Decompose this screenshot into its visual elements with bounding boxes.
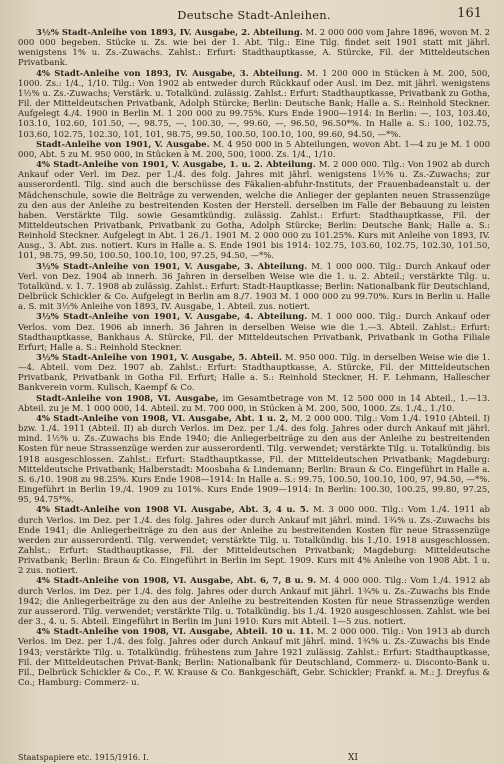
bond-entry-text: M. 2 000 000. Tilg.: Von 1913 ab durch Verlos. im Dez. per 1./4. des folg. Jahres oder durch Ankauf mit jährl. mind. 1¾% u. Zs.-Zuwachs bis Ende 1943; verstärkte Tilg. u. Totalkündig. frühestens zum Jahre 1921 zulässig. Zahlst.: Erfurt: Stadthauptkasse, Fil. der Mitteldeutschen Privat-Bank; Berlin: Nationalbank für Deutschland, Commerz- u. Disconto-Bank u. Fil., Delbrück Schickler & Co., F. W. Krause & Co. Bankgeschäft, Gebr. Schickler; Frankf. a. M.: J. Dreyfus & Co.; Hamburg: Commerz- u.: [18, 627, 491, 688]
running-title: Deutsche Stadt-Anleihen.: [177, 8, 331, 22]
bond-entry-text: M. 1 000 000. Tilg.: Durch Ankauf oder Verlos. vom Dez. 1906 ab innerh. 36 Jahren in derselben Weise wie die 1.—3. Abteil. Zahlst.: Erfurt: Stadthauptkasse, Bankhaus A. Stürcke, Fil. der Mitteldeutschen Privatbank, Privatbank in Gotha Filiale Erfurt; Halle a. S.: Reinhold Steckner.: [18, 312, 491, 353]
bond-entry: [18, 160, 490, 262]
bond-entry-text: M. 1 000 000. Tilg.: Durch Ankauf oder Verl. von Dez. 1904 ab innerh. 36 Jahren in derselben Weise wie die 1. u. 2. Abteil.; verstärkte Tilg. u. Totalkünd. v. 1. 7. 1908 ab zulässig. Zahlst.: Erfurt: Stadt-Hauptkasse; Berlin: Nationalbank für Deutschland, Delbrück Schickler & Co. Aufgelegt in Berlin am 8./7. 1903 M. 1 000 000 zu 99.70%. Kurs in Berlin u. Halle a. S. mit 3½% Anleihe von 1893, IV. Ausgabe, 1. Abteil. zus. notiert.: [18, 261, 491, 313]
bond-entry-heading: 4% Stadt-Anleihe von 1908, VI. Ausgabe, Abteil. 10 u. 11.: [36, 627, 314, 638]
bond-entry: [18, 312, 490, 353]
bond-entry-heading: Stadt-Anleihe von 1901, V. Ausgabe.: [36, 139, 210, 150]
bond-entry: [18, 576, 490, 627]
bond-entry-heading: 3½% Stadt-Anleihe von 1893, IV. Ausgabe, 2. Abteilung.: [36, 28, 303, 38]
bond-entry: [18, 505, 490, 576]
bond-entry: [18, 627, 490, 688]
footer-signature-mark: XI: [348, 753, 358, 763]
bond-entry-heading: 4% Stadt-Anleihe von 1908, VI. Ausgabe, Abt. 1 u. 2,: [36, 413, 289, 424]
bond-entry-text: M. 3 000 000. Tilg.: Vom 1./4. 1911 ab durch Verlos. im Dez. per 1./4. des folg. Jahres oder durch Ankauf mit jährl. mind. 1¾% u. Zs.-Zuwachs bis Ende 1941; die Anliegerbeiträge zu den aus der Anleihe zu bestreitenden Kosten für neue Strassenzüge werden zur ausserordentl. Tilg. verwendet; verstärkte Tilg. u. Totalkündig. bis 1./10. 1918 ausgeschlossen. Zahlst.: Erfurt: Stadthauptkasse, Fil. der Mitteldeutschen Privatbank; Magdeburg: Mitteldeutsche Privatbank; Berlin: Braun & Co. Eingeführt in Berlin im Sept. 1909. Kurs mit 4% Anleihe von 1908 Abt. 1 u. 2 zus. notiert.: [18, 505, 490, 577]
bond-entry-heading: 3½% Stadt-Anleihe von 1901, V. Ausgabe, 5. Abteil.: [36, 353, 282, 363]
footer-publication-note: Staatspapiere etc. 1915/1916. I.: [18, 753, 149, 762]
bond-entry-text: M. 4 000 000. Tilg.: Vom 1./4. 1912 ab durch Verlos. im Dez. per 1./4. des folg. Jahres oder durch Ankauf mit jährl. 1¾% u. Zs.-Zuwachs bis Ende 1942; die Anliegerbeiträge zu den aus der Anleihe zu bestreitenden Kosten für neue Strassenzüge werden zur ausserord. Tilg. verwendet; verstärkte Tilg. u. Totalkündig. bis 1./4. 1920 ausgeschlossen. Zahlst. wie bei der 3., 4. u. 5. Abteil. Eingeführt in Berlin im Juni 1910: Kurs mit Abteil. 1—5 zus. notiert.: [18, 576, 490, 628]
page-footer: [18, 751, 490, 764]
bond-entry: [18, 262, 490, 313]
bond-entry: [18, 140, 490, 160]
bond-entry-list: [18, 28, 490, 688]
bond-entry-heading: 3½% Stadt-Anleihe von 1901, V. Ausgabe, 3. Abteilung.: [36, 261, 308, 272]
bond-entry-text: M. 4 950 000 in 5 Abteilungen, wovon Abt. 1—4 zu je M. 1 000 000, Abt. 5 zu M. 950 000, in Stücken à M. 200, 500, 1000. Zs. 1/4., 1/10.: [18, 139, 491, 160]
bond-entry-heading: 4% Stadt-Anleihe von 1901, V. Ausgabe, 1. u. 2. Abteilung.: [36, 160, 316, 171]
page-header: [18, 4, 490, 28]
bond-entry-heading: 4% Stadt-Anleihe von 1908 VI. Ausgabe, Abt. 3, 4 u. 5.: [36, 505, 309, 516]
page-number: 161: [457, 6, 482, 21]
bond-entry: [18, 69, 490, 140]
bond-entry-heading: 3½% Stadt-Anleihe von 1901, V. Ausgabe, 4. Abteilung.: [36, 312, 308, 323]
bond-entry-heading: 4% Stadt-Anleihe von 1893, IV. Ausgabe, 3. Abteilung.: [36, 68, 303, 79]
bond-entry-heading: Stadt-Anleihe von 1908, VI. Ausgabe,: [36, 393, 219, 404]
bond-entry-text: M. 2 000 000. Tilg.: Von 1902 ab durch Ankauf oder Verl. im Dez. per 1./4. des folg. Jahres mit jährl. wenigstens 1½% u. Zs.-Zuwachs; zur ausserordentl. Tilg. sind auch die berschüsse des Fäkalien-abfuhr-Instituts, der Frauenbadeanstalt u. der Mädchenschule, sowie die Beiträge zu verwenden, welche die Anlieger der geplanten neuen Strassenzüge zu den aus der Anleihe zu bestreitenden Kosten der Herstell. derselben im Falle der Bebauung zu leisten haben. Verstärkte Tilg. sowie Gesamtkündig. zulässig. Zahlst.: Erfurt: Stadthauptkasse, Fil. der Mitteldeutschen Privatbank, Privatbank zu Gotha, Adolph Stürcke; Berlin: Deutsche Bank; Halle a. S.: Reinhold Steckner. Aufgelegt in Abt. 1 26./1. 1901 M. 2 000 000 zu 101.25%. Kurs mit Anleihe von 1893, IV. Ausg., 3. Abt. zus. notiert. Kurs in Halle a. S. Ende 1901 bis 1914: 102.75, 103.60, 102.75, 102.30, 101.50, 101, 98.75, 99.50, 100.50, 100.10, 100, 97.25, 94.50, —*%.: [18, 160, 491, 262]
bond-entry: [18, 353, 490, 394]
bond-entry: [18, 28, 490, 69]
bond-entry-text: M. 950 000. Tilg. in derselben Weise wie die 1.—4. Abteil. vom Dez. 1907 ab. Zahlst.: Erfurt: Stadthauptkasse, A. Stürcke, Fil. der Mitteldeutschen Privatbank, Privatbank in Gotha Fil. Erfurt; Halle a. S.: Reinhold Steckner, H. F. Lehmann, Hallescher Bankverein vorm. Kulisch, Kaempf & Co.: [18, 353, 491, 394]
bond-entry-heading: 4% Stadt-Anleihe von 1908, VI. Ausgabe, Abt. 6, 7, 8 u. 9.: [36, 576, 317, 587]
bond-entry-text: im Gesamtbetrage von M. 12 500 000 in 14 Abteil., 1.—13. Abteil. zu je M. 1 000 000, 14. Abteil. zu M. 700 000, in Stücken à M. 200, 500, 1000. Zs. 1./4., 1./10.: [18, 393, 490, 414]
bond-entry-text: M. 2 000 000 vom Jahre 1896, wovon M. 2 000 000 begeben. Stücke u. Zs. wie bei der 1. Abt. Tilg.: Eine Tilg. findet seit 1901 statt mit jährl. wenigstens 1% u. Zs.-Zuwachs. Zahlst.: Erfurt: Stadthauptkasse, A. Stürcke, Fil. der Mitteldeutschen Privatbank.: [18, 28, 490, 69]
bond-entry-text: M. 2 000 000. Tilg.: Vom 1./4. 1910 (Abteil. I) bzw. 1./4. 1911 (Abteil. II) ab durch Verlos. im Dez. per 1./4. des folg. Jahres oder durch Ankauf mit jährl. mind. 1½% u. Zs.-Zuwachs bis Ende 1940; die Anliegerbeiträge zu den aus der Anleihe zu bestreitenden Kosten für neue Strassenzüge werden zur ausserordentl. Tilg. verwendet; verstärkte Tilg. u. Totalkündig. bis 1918 ausgeschlossen. Zahlst.: Erfurt: Stadthauptkasse, Fil. der Mitteldeutschen Privatbank; Magdeburg: Mitteldeutsche Privatbank; Halberstadt: Moosbaha & Lindemann; Berlin: Braun & Co. Eingeführt in Halle a. S. 6./10. 1908 zu 98.25%. Kurs Ende 1908—1914: In Halle a. S.: 99.75, 100.50, 100.10, 100, 97, 94.50, —*%. Eingeführt in Berlin 19./4. 1909 zu 101%. Kurs Ende 1909—1914: In Berlin: 100.30, 100.25, 99.80, 97.25, 95, 94.75*%.: [18, 413, 490, 506]
bond-entry: [18, 394, 490, 414]
bond-entry: [18, 414, 490, 505]
bond-entry-text: M. 1 200 000 in Stücken à M. 200, 500, 1000. Zs.: 1/4., 1/10. Tilg.: Von 1902 ab entweder durch Rückkauf oder Ausl. im Dez. mit jährl. wenigstens 1½% u. Zs.-Zuwachs; Verstärk. u. Totalkünd. zulässig. Zahlst.: Erfurt: Stadthauptkasse, Privatbank zu Gotha, Fil. der Mitteldeutschen Privatbank, Adolph Stürcke; Berlin: Deutsche Bank; Halle a. S.: Reinhold Steckner. Aufgelegt 4./4. 1900 in Berlin M. 1 200 000 zu 99.75%. Kurs Ende 1900—1914: In Berlin: —, 103, 103.40, 103.10, 102.60, 101.50, —, 98.75, —, 100.30, —, 99.60, —, 96.50, 96.50*%. In Halle a. S.: 100, 102.75, 103.60, 102.75, 102.30, 101, 101, 98.75, 99.50, 100.50, 100.10, 100, 99.60, 94.50, —*%.: [18, 68, 490, 140]
